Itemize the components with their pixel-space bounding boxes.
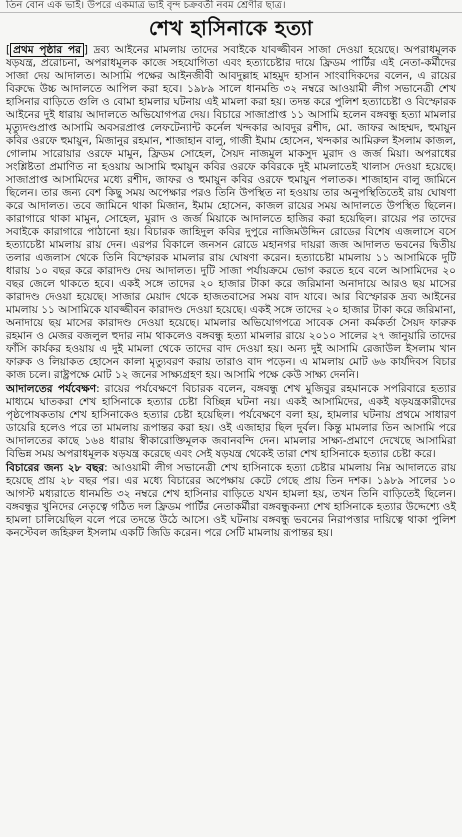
headline: শেখ হাসিনাকে হত্যা — [148, 16, 314, 40]
continued-from-front-page-label: প্রথম পৃষ্ঠার পর — [10, 43, 84, 57]
paragraph-text: দ্রব্য আইনের মামলায় তাদের সবাইকে যাবজ্জীবন সাজা দেওয়া হয়েছে। অপরাধমূলক ষড়যন্ত্র, প্ররোচনা, অপরাধমূলক কাজে সহযোগিতা এবং হত্যাচেষ্টার দায়ে ফ্রিডম পার্টির এই নেতা-কর্মীদের সাজা দেয় আদালত। আসামি পক্ষের আইনজীবী আবদুল্লাহ মাহমুদ হাসান সাংবাদিকদের বলেন, এ রায়ের বিরুদ্ধে উচ্চ আদালতে আপিল করা হবে। ১৯৮৯ সালে ধানমন্ডি ৩২ নম্বরে আওয়ামী লীগ সভানেত্রী শেখ হাসিনার বাড়িতে গুলি ও বোমা হামলার ঘটনায় এই মামলা করা হয়। তদন্ত করে পুলিশ হত্যাচেষ্টা ও বিস্ফোরক আইনের দুই ধারায় আদালতে অভিযোগপত্র দেয়। বিচারে সাজাপ্রাপ্ত ১১ আসামি হলেন বঙ্গবন্ধু হত্যা মামলার মৃত্যুদণ্ডপ্রাপ্ত আসামি অবসরপ্রাপ্ত লেফটেন্যান্ট কর্নেল খন্দকার আবদুর রশীদ, মো. জাফর আহম্মদ, হুমায়ুন কবির ওরফে হুমায়ুন, মিজানুর রহমান, শাজাহান বালু, গাজী ইমাম হোসেন, খন্দকার আমিরুল ইসলাম কাজল, গোলাম সারোয়ার ওরফে মামুন, ফ্রিডম সোহেল, সৈয়দ নাজমুল মাকসুদ মুরাদ ও জর্জ মিয়া। অপরাধের সংশ্লিষ্টতা প্রমাণিত না হওয়ায় আসামি হুমায়ুন কবির ওরফে কবিরকে দুই মামলাতেই খালাস দেওয়া হয়েছে। সাজাপ্রাপ্ত আসামিদের মধ্যে রশীদ, জাফর ও হুমায়ুন কবির ওরফে হুমায়ুন পলাতক। শাজাহান বালু জামিনে ছিলেন। তার জন্য বেশ কিছু সময় অপেক্ষার পরও তিনি উপস্থিত না হওয়ায় তার অনুপস্থিতিতেই রায় ঘোষণা করে আদালত। তবে জামিনে থাকা মিজান, ইমাম হোসেন, কাজল রায়ের সময় আদালতে উপস্থিত ছিলেন। কারাগারে থাকা মামুন, সোহেল, মুরাদ ও জর্জ মিয়াকে আদালতে হাজির করা হয়েছিল। রায়ের পর তাদের সবাইকে কারাগারে পাঠানো হয়। বিচারক জাহিদুল কবির দুপুরে নাজিমউদ্দিন রোডের বিশেষ এজলাসে বসে হত্যাচেষ্টা মামলায় রায় দেন। এরপর বিকালে জনসন রোডে মহানগর দায়রা জজ আদালত ভবনের দ্বিতীয় তলার এজলাস থেকে তিনি বিস্ফোরক মামলার রায় ঘোষণা করেন। হত্যাচেষ্টা মামলায় ১১ আসামিকে দুটি ধারায় ১০ বছর করে কারাদণ্ড দেয় আদালত। দুটি সাজা পর্যায়ক্রমে ভোগ করতে হবে বলে আসামিদের ২০ বছর জেলে থাকতে হবে। একই সঙ্গে তাদের ২০ হাজার টাকা করে জরিমানা অনাদায়ে আরও ছয় মাসের কারাদণ্ড দেওয়া হয়েছে। সাজার মেয়াদ থেকে হাজতবাসের সময় বাদ যাবে। আর বিস্ফোরক দ্রব্য আইনের মামলায় ১১ আসামিকে যাবজ্জীবন কারাদণ্ড দেওয়া হয়েছে। একই সঙ্গে তাদের ২০ হাজার টাকা করে জরিমানা, অনাদায়ে ছয় মাসের কারাদণ্ড দেওয়া হয়েছে। মামলার অভিযোগপত্রে সাবেক সেনা কর্মকর্তা সৈয়দ ফারুক রহমান ও মেজর বজলুল হুদার নাম থাকলেও বঙ্গবন্ধু হত্যা মামলার রায়ে ২০১০ সালের ২৭ জানুয়ারি তাদের ফাঁসি কার্যকর হওয়ায় এ দুই মামলা থেকে তাদের বাদ দেওয়া হয়। অন্য দুই আসামি রেজাউল ইসলাম খান ফারুক ও লিয়াকত হোসেন কালা মৃত্যুবরণ করায় তারাও বাদ পড়েন। এ মামলায় মোট ৬৬ কার্যদিবস বিচার কাজ চলে। রাষ্ট্রপক্ষে মোট ১২ জনের সাক্ষ্যগ্রহণ হয়। আসামি পক্ষে কেউ সাক্ষ্য দেননি। — [6, 44, 456, 381]
paragraph-court-observation — [6, 383, 456, 461]
paragraph-text: : রায়ের পর্যবেক্ষণে বিচারক বলেন, বঙ্গবন্ধু শেখ মুজিবুর রহমানকে সপরিবারে হত্যার মাধ্যমে ঘাতকরা শেখ হাসিনাকে হত্যার চেষ্টা বিচ্ছিন্ন ঘটনা নয়। একই আসামিদের, একই ষড়যন্ত্রকারীদের পৃষ্ঠপোষকতায় শেখ হাসিনাকেও হত্যার চেষ্টা হয়েছিল। পর্যবেক্ষণে বলা হয়, হামলার ঘটনায় প্রথমে সাধারণ ডায়েরি হলেও পরে তা মামলায় রূপান্তর করা হয়। ওই এজাহার ছিল দুর্বল। কিন্তু মামলার তিন আসামি পরে আদালতের কাছে ১৬৪ ধারায় স্বীকারোক্তিমূলক জবানবন্দি দেন। মামলার সাক্ষ্য-প্রমাণে দেখেছে আসামিরা বিভিন্ন সময় অপরাধমূলক ষড়যন্ত্র করেছে এবং সেই ষড়যন্ত্র থেকেই তারা শেখ হাসিনাকে হত্যার চেষ্টা করে। — [6, 383, 456, 460]
subhead-court-observation: আদালতের পর্যবেক্ষণ — [6, 383, 97, 395]
article-body — [0, 44, 462, 540]
clipped-previous-article-line: তিন বোন এক ভাই। উপরে একমাত্র ভাই বৃন্দ চক্রবর্তী নবম শ্রেণীর ছাত্র। — [0, 0, 462, 13]
paragraph-intro: [ প্রথম পৃষ্ঠার পর ] দ্রব্য আইনের মামলায় তাদের সবাইকে যাবজ্জীবন সাজা দেওয়া হয়েছে। অপরাধমূলক ষড়যন্ত্র, প্ররোচনা, অপরাধমূলক কাজে সহযোগিতা এবং হত্যাচেষ্টার দায়ে ফ্রিডম পার্টির এই নেতা-কর্মীদের সাজা দেয় আদালত। আসামি পক্ষের আইনজীবী আবদুল্লাহ মাহমুদ হাসান সাংবাদিকদের বলেন, এ রায়ের বিরুদ্ধে উচ্চ আদালতে আপিল করা হবে। ১৯৮৯ সালে ধানমন্ডি ৩২ নম্বরে আওয়ামী লীগ সভানেত্রী শেখ হাসিনার বাড়িতে গুলি ও বোমা হামলার ঘটনায় এই মামলা করা হয়। তদন্ত করে পুলিশ হত্যাচেষ্টা ও বিস্ফোরক আইনের দুই ধারায় আদালতে অভিযোগপত্র দেয়। বিচারে সাজাপ্রাপ্ত ১১ আসামি হলেন বঙ্গবন্ধু হত্যা মামলার মৃত্যুদণ্ডপ্রাপ্ত আসামি অবসরপ্রাপ্ত লেফটেন্যান্ট কর্নেল খন্দকার আবদুর রশীদ, মো. জাফর আহম্মদ, হুমায়ুন কবির ওরফে হুমায়ুন, মিজানুর রহমান, শাজাহান বালু, গাজী ইমাম হোসেন, খন্দকার আমিরুল ইসলাম কাজল, গোলাম সারোয়ার ওরফে মামুন, ফ্রিডম সোহেল, সৈয়দ নাজমুল মাকসুদ মুরাদ ও জর্জ মিয়া। অপরাধের সংশ্লিষ্টতা প্রমাণিত না হওয়ায় আসামি হুমায়ুন কবির ওরফে কবিরকে দুই মামলাতেই খালাস দেওয়া হয়েছে। সাজাপ্রাপ্ত আসামিদের মধ্যে রশীদ, জাফর ও হুমায়ুন কবির ওরফে হুমায়ুন পলাতক। শাজাহান বালু জামিনে ছিলেন। তার জন্য বেশ কিছু সময় অপেক্ষার পরও তিনি উপস্থিত না হওয়ায় তার অনুপস্থিতিতেই রায় ঘোষণা করে আদালত। তবে জামিনে থাকা মিজান, ইমাম হোসেন, কাজল রায়ের সময় আদালতে উপস্থিত ছিলেন। কারাগারে থাকা মামুন, সোহেল, মুরাদ ও জর্জ মিয়াকে আদালতে হাজির করা হয়েছিল। রায়ের পর তাদের সবাইকে কারাগারে পাঠানো হয়। বিচারক জাহিদুল কবির দুপুরে নাজিমউদ্দিন রোডের বিশেষ এজলাসে বসে হত্যাচেষ্টা মামলায় রায় দেন। এরপর বিকালে জনসন রোডে মহানগর দায়রা জজ আদালত ভবনের দ্বিতীয় তলার এজলাস থেকে তিনি বিস্ফোরক মামলার রায় ঘোষণা করেন। হত্যাচেষ্টা মামলায় ১১ আসামিকে দুটি ধারায় ১০ বছর করে কারাদণ্ড দেয় আদালত। দুটি সাজা পর্যায়ক্রমে ভোগ করতে হবে বলে আসামিদের ২০ বছর জেলে থাকতে হবে। একই সঙ্গে তাদের ২০ হাজার টাকা করে জরিমানা অনাদায়ে আরও ছয় মাসের কারাদণ্ড দেওয়া হয়েছে। সাজার মেয়াদ থেকে হাজতবাসের সময় বাদ যাবে। আর বিস্ফোরক দ্রব্য আইনের মামলায় ১১ আসামিকে যাবজ্জীবন কারাদণ্ড দেওয়া হয়েছে। একই সঙ্গে তাদের ২০ হাজার টাকা করে জরিমানা, অনাদায়ে ছয় মাসের কারাদণ্ড দেওয়া হয়েছে। মামলার অভিযোগপত্রে সাবেক সেনা কর্মকর্তা সৈয়দ ফারুক রহমান ও মেজর বজলুল হুদার নাম থাকলেও বঙ্গবন্ধু হত্যা মামলার রায়ে ২০১০ সালের ২৭ জানুয়ারি তাদের ফাঁসি কার্যকর হওয়ায় এ দুই মামলা থেকে তাদের বাদ দেওয়া হয়। অন্য দুই আসামি রেজাউল ইসলাম খান ফারুক ও লিয়াকত হোসেন কালা মৃত্যুবরণ করায় তারাও বাদ পড়েন। এ মামলায় মোট ৬৬ কার্যদিবস বিচার কাজ চলে। রাষ্ট্রপক্ষে মোট ১২ জনের সাক্ষ্যগ্রহণ হয়। আসামি পক্ষে কেউ সাক্ষ্য দেননি। — [6, 44, 456, 381]
paragraph-28-years — [6, 462, 456, 540]
subhead-28-years: বিচারের জন্য ২৮ বছর — [6, 462, 105, 474]
paragraph-text: : আওয়ামী লীগ সভানেত্রী শেখ হাসিনাকে হত্যা চেষ্টার মামলায় নিম্ন আদালতে রায় হয়েছে প্রায় ২৮ বছর পর। এর মধ্যে বিচারের অপেক্ষায় কেটে গেছে প্রায় তিন দশক। ১৯৮৯ সালের ১০ আগস্ট মধ্যরাতে ধানমন্ডি ৩২ নম্বরে শেখ হাসিনার বাড়িতে যখন হামলা হয়, তখন তিনি বাড়িতেই ছিলেন। বঙ্গবন্ধুর খুনিদের নেতৃত্বে গঠিত দল ফ্রিডম পার্টির নেতাকর্মীরা বঙ্গবন্ধুকন্যা শেখ হাসিনাকে হত্যার উদ্দেশ্যে ওই হামলা চালিয়েছিল বলে পরে তদন্তে উঠে আসে। ওই ঘটনায় বঙ্গবন্ধু ভবনের নিরাপত্তার দায়িত্বে থাকা পুলিশ কনস্টেবল জহিরুল ইসলাম একটি জিডি করেন। পরে সেটি মামলায় রূপান্তর হয়। — [6, 462, 456, 539]
